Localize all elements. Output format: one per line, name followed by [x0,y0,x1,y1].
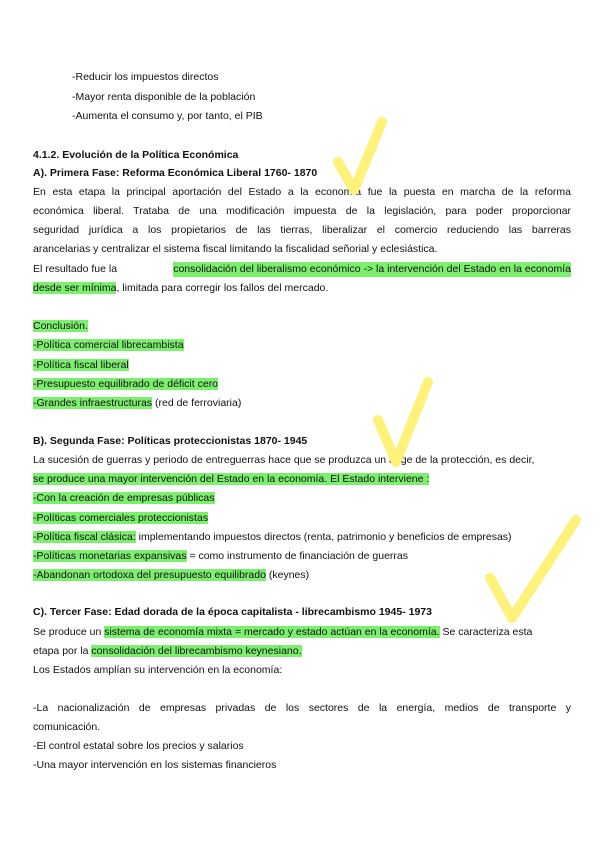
phase-b-item-4 [33,549,571,564]
phase-b-title: B). Segunda Fase: Políticas proteccionistas 1870- 1945 [33,435,308,447]
conclusion-item-4-rest: (red de ferroviaria) [152,397,242,409]
phase-b-item-1-text: -Con la creación de empresas públicas [33,492,215,504]
phase-b-item-4-rest: = como instrumento de financiación de guerras [186,550,408,562]
phase-a-result-highlight-2: desde ser mínima [33,282,117,294]
phase-a-result-line-1 [33,262,571,277]
phase-b-item-5-rest: (keynes) [265,569,310,581]
conclusion-item-1 [33,338,571,353]
phase-b-item-2-text: -Políticas comerciales proteccionistas [33,512,209,524]
intro-item-3: -Aumenta el consumo y, por tanto, el PIB [72,110,263,122]
conclusion-item-2 [33,358,571,373]
conclusion-item-3 [33,377,571,392]
phase-b-item-4-highlight: -Políticas monetarias expansivas [33,550,187,562]
phase-a-result-suffix: , limitada para corregir los fallos del mercado. [116,282,329,294]
phase-b-paragraph-highlight: se produce una mayor intervención del Estado en la economía. El Estado interviene : [33,473,430,485]
phase-a-paragraph-line-4: arancelarias y centralizar el sistema fiscal limitando la fiscalidad señorial y eclesiástica. [33,243,438,255]
phase-c-p1-prefix: Se produce un [33,626,105,638]
phase-b-item-3 [33,530,571,545]
intro-item-2: -Mayor renta disponible de la población [72,91,256,103]
phase-b-item-2 [33,511,571,526]
phase-c-list-item-2: -El control estatal sobre los precios y salarios [33,740,244,752]
phase-c-paragraph-line-2 [33,644,571,659]
phase-c-list-item-3: -Una mayor intervención en los sistemas financieros [33,759,277,771]
conclusion-item-3-text: -Presupuesto equilibrado de déficit cero [33,378,219,390]
phase-c-p1-highlight: sistema de economía mixta = mercado y estado actúan en la economía. [104,626,440,638]
phase-c-title: C). Tercer Fase: Edad dorada de la época capitalista - librecambismo 1945- 1973 [33,606,432,618]
phase-a-result-line-2 [33,281,571,296]
conclusion-item-1-text: -Política comercial librecambista [33,339,184,351]
phase-a-title: A). Primera Fase: Reforma Económica Liberal 1760- 1870 [33,167,318,179]
phase-b-item-3-rest: implementando impuestos directos (renta, patrimonio y beneficios de empresas) [135,531,512,543]
phase-c-paragraph-line-3: Los Estados amplían su intervención en la economía: [33,664,283,676]
phase-b-item-1 [33,491,571,506]
phase-a-result-highlight-1: consolidación del liberalismo económico -> la intervención del Estado en la economía [173,263,571,275]
phase-c-p2-prefix: etapa por la [33,645,92,657]
conclusion-label [33,319,571,334]
phase-c-list-item-1: -La nacionalización de empresas privadas de los sectores de la energía, medios de transporte y [33,702,571,714]
phase-c-p1-suffix: Se caracteriza esta [439,626,533,638]
phase-c-list-item-1-cont: comunicación. [33,721,101,733]
phase-b-item-5-highlight: -Abandonan ortodoxa del presupuesto equilibrado [33,569,266,581]
phase-a-paragraph-line-3: seguridad jurídica a los propietarios de las tierras, liberalizar el comercio reduciendo las barreras [33,224,571,236]
phase-b-item-3-highlight: -Política fiscal clásica: [33,531,136,543]
phase-a-paragraph-line-2: económica liberal. Trataba de una modificación impuesta de la legislación, para poder proporcionar [33,205,571,217]
conclusion-item-2-text: -Política fiscal liberal [33,359,129,371]
phase-c-paragraph-line-1 [33,625,571,640]
phase-b-item-5 [33,568,571,583]
phase-c-p2-highlight: consolidación del librecambismo keynesiano. [91,645,302,657]
conclusion-label-text: Conclusión. [33,320,88,332]
conclusion-item-4 [33,396,571,411]
section-title: 4.1.2. Evolución de la Política Económica [33,149,239,161]
phase-b-paragraph-line-1: La sucesión de guerras y periodo de entreguerras hace que se produzca un auge de la protección, es decir, [33,454,535,466]
phase-a-result-prefix: El resultado fue la [33,263,120,275]
phase-a-paragraph-line-1: En esta etapa la principal aportación del Estado a la economía fue la puesta en marcha de la reforma [33,186,571,198]
phase-b-paragraph-line-2 [33,472,571,487]
intro-item-1: -Reducir los impuestos directos [72,71,219,83]
conclusion-item-4-text: -Grandes infraestructuras [33,397,153,409]
